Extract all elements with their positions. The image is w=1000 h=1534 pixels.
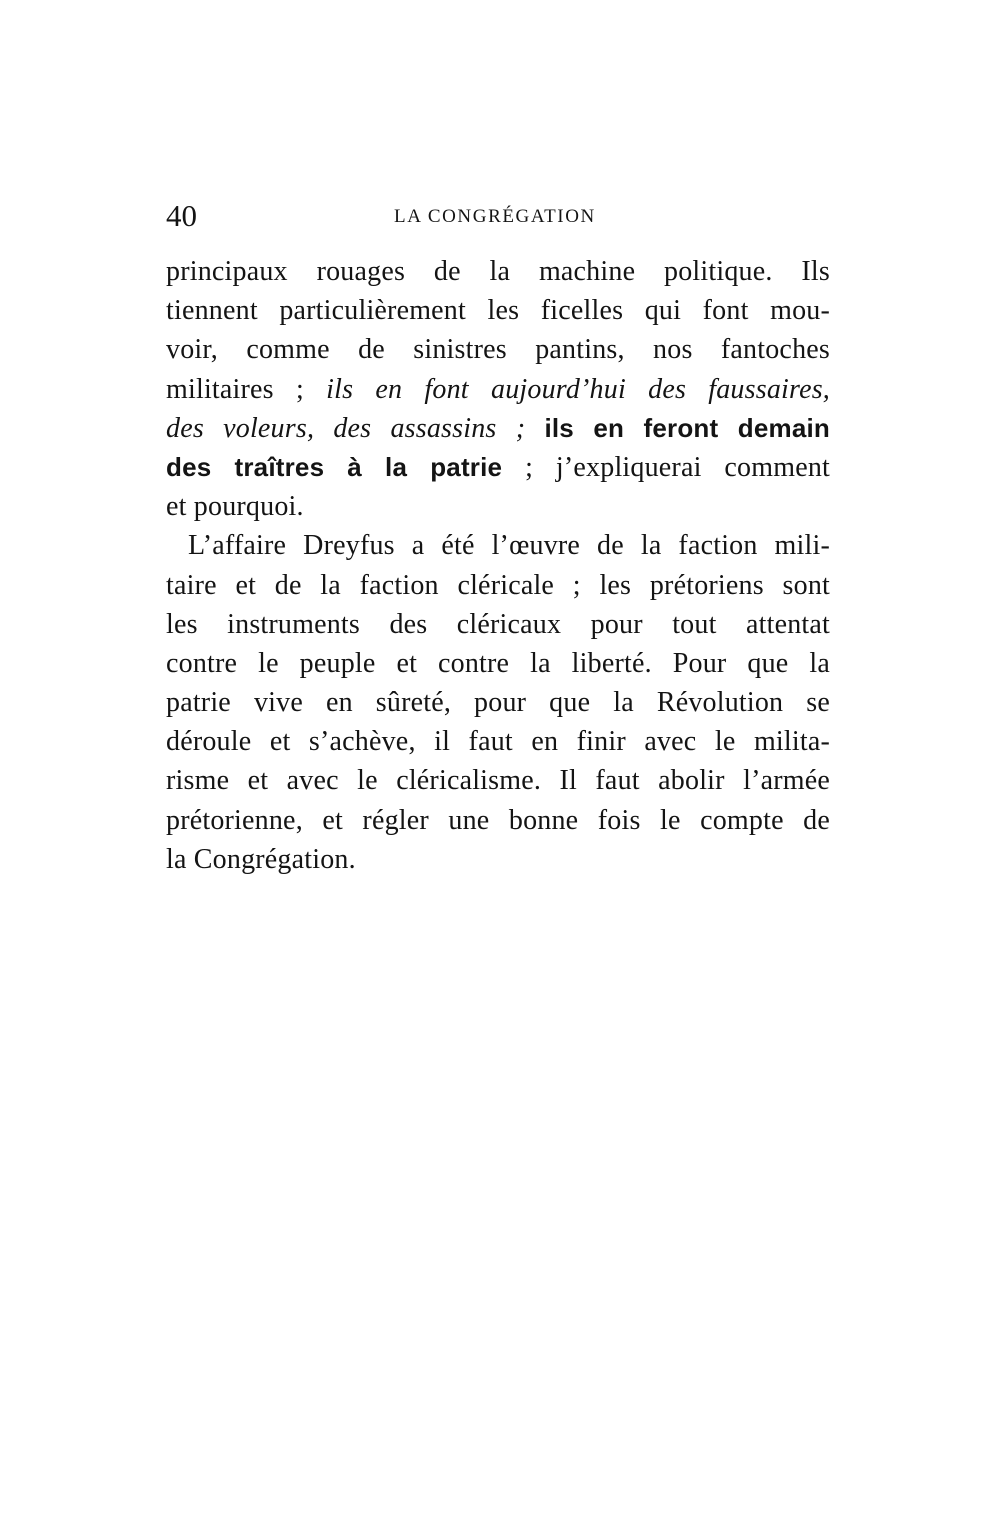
body-text [166, 252, 830, 879]
bold-text: ils en feront demain [544, 412, 831, 443]
text-line: déroule et s’achève, il faut en finir avec le milita- [166, 726, 830, 758]
italic-text: des voleurs, des assassins ; [166, 412, 526, 444]
text-run: militaires ; [166, 373, 304, 405]
text-line [166, 448, 830, 487]
text-line: voir, comme de sinistres pantins, nos fantoches [166, 334, 830, 366]
page-header [166, 196, 830, 240]
bold-text: des traîtres à la patrie [166, 451, 503, 482]
text-line: principaux rouages de la machine politique. Ils [166, 256, 830, 287]
text-line: tiennent particulièrement les ficelles qui font mou- [166, 295, 830, 327]
text-line [166, 409, 830, 448]
text-line: prétorienne, et régler une bonne fois le compte de [166, 804, 830, 836]
running-title: LA CONGRÉGATION [394, 206, 596, 227]
text-line: la Congrégation. [166, 843, 356, 875]
text-line: et pourquoi. [166, 491, 304, 523]
text-run: ; j’expliquerai comment [525, 451, 831, 483]
italic-text: ils en font aujourd’hui des faussaires, [326, 373, 830, 405]
text-line: contre le peuple et contre la liberté. Pour que la [166, 647, 830, 679]
text-line: L’affaire Dreyfus a été l’œuvre de la faction mili- [188, 530, 830, 562]
text-line: patrie vive en sûreté, pour que la Révolution se [166, 687, 830, 719]
paragraph [166, 252, 830, 526]
paragraph [166, 526, 830, 879]
page-number: 40 [166, 198, 197, 233]
text-line: les instruments des cléricaux pour tout attentat [166, 608, 830, 640]
text-line: risme et avec le cléricalisme. Il faut abolir l’armée [166, 765, 830, 797]
text-line: taire et de la faction cléricale ; les prétoriens sont [166, 569, 830, 601]
text-line [166, 370, 830, 409]
